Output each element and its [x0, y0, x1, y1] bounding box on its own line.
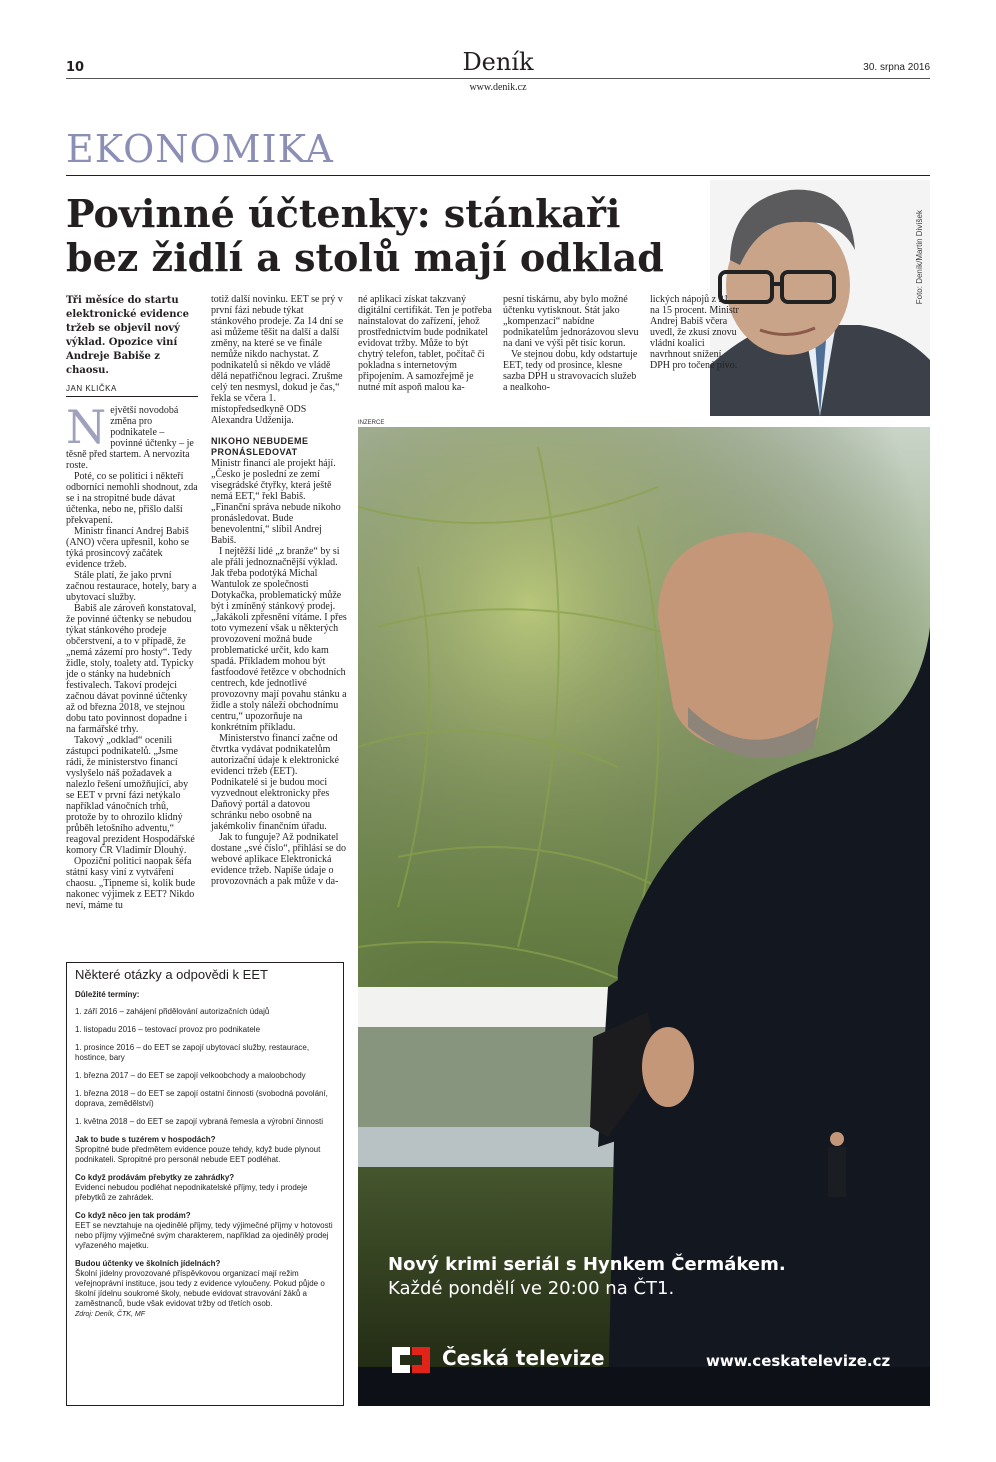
- site-url: www.denik.cz: [469, 82, 527, 93]
- header-rule: [66, 78, 930, 79]
- article-column-5: [650, 294, 740, 371]
- faq-term: 1. května 2018 – do EET se zapojí vybraná řemesla a výrobní činnosti: [75, 1117, 323, 1126]
- faq-term: 1. března 2018 – do EET se zapojí ostatní činnosti (svobodná povolání, doprava, zemědělství): [75, 1089, 328, 1108]
- faq-question: Co když prodávám přebytky ze zahrádky?: [75, 1173, 235, 1182]
- drop-cap: N: [66, 400, 107, 454]
- paragraph: Ve stejnou dobu, kdy odstartuje EET, tedy od prosince, klesne sazba DPH u stravovacích služeb a nealkoho-: [503, 349, 638, 393]
- article-headline: Povinné účtenky: stánkaři bez židlí a stolů mají odklad: [66, 191, 664, 280]
- article-column-3: [358, 294, 494, 393]
- paragraph: Ministerstvo financí začne od čtvrtka vydávat podnikatelům autorizační údaje k elektronické evidenci tržeb (EET). Podnikatelé si je budou moci vyzvednout elektronicky přes Daňový portál a datovou schránku nebo osobně na jakémkoliv finančním úřadu.: [211, 733, 339, 832]
- article-author: JAN KLIČKA: [66, 384, 117, 393]
- ad-brand: Česká televize: [442, 1346, 605, 1370]
- faq-box: [66, 962, 344, 1406]
- section-title: EKONOMIKA: [66, 127, 334, 171]
- article-perex: Tři měsíce do startu elektronické evidence tržeb se objevil nový výklad. Opozice viní Andreje Babiše z chaosu.: [66, 295, 189, 376]
- faq-answer: Evidenci nebudou podléhat nepodnikatelské příjmy, tedy i prodeje přebytků ze zahrádek.: [75, 1183, 308, 1202]
- portrait-illustration: [710, 180, 930, 416]
- faq-question: Jak to bude s tuzérem v hospodách?: [75, 1135, 216, 1144]
- faq-term: 1. prosince 2016 – do EET se zapojí ubytovací služby, restaurace, hostince, bary: [75, 1043, 310, 1062]
- ceska-televize-logo-icon: [388, 1343, 434, 1377]
- faq-term: 1. listopadu 2016 – testovací provoz pro podnikatele: [75, 1025, 261, 1034]
- paragraph: ejvětší novodobá změna pro podnikatele – povinné účtenky – je těsně před startem. A nervozita roste.: [66, 405, 194, 471]
- faq-terms-label: Důležité termíny:: [75, 990, 140, 999]
- article-subhead: NIKOHO NEBUDEME PRONÁSLEDOVAT: [211, 436, 309, 457]
- photo-credit: Foto: Deník/Martin Divíšek: [915, 210, 924, 305]
- author-rule: [66, 396, 198, 397]
- paragraph: Babiš ale zároveň konstatoval, že povinné účtenky se nebudou týkat stánkového prodeje občerstvení, a to v případě, že „nemá zázemí pro hosty“. Tedy židle, stoly, toalety atd. Typicky jde o stánky na hudebních festivalech. Takoví prodejci začnou dávat povinné účtenky až od března 2018, ve stejnou dobu tato povinnost dopadne i na farmářské trhy.: [66, 603, 197, 735]
- paragraph: totiž další novinku. EET se prý v první fázi nebude týkat stánkového prodeje. Za 14 dní se asi můžeme těšit na další a další změny, na které se ve finále nemůže nikdo nachystat. Z podnikatelů si někdo ve vládě dělá nepatřičnou legraci. Zrušme celý ten nesmysl, dokud je čas,“ řekla se včera 1. místopředsedkyně ODS Alexandra Udženija.: [211, 294, 344, 426]
- minister-photo: [710, 180, 930, 416]
- paragraph: Poté, co se politici i někteří odborníci nemohli shodnout, zda se i na stropitné bude dávat účtenka, nebo ne, přišlo další překvapení.: [66, 471, 198, 526]
- paragraph: pesní tiskárnu, aby bylo možné účtenku vytisknout. Stát jako „kompenzaci“ nabídne podnikatelům jednorázovou slevu na dani ve výši pět tisíc korun.: [503, 294, 639, 349]
- article-column-4: [503, 294, 639, 393]
- paragraph: Stále platí, že jako první začnou restaurace, hotely, bary a ubytovací služby.: [66, 570, 197, 603]
- faq-question: Co když něco jen tak prodám?: [75, 1211, 191, 1220]
- paragraph: né aplikaci získat takzvaný digitální certifikát. Ten je potřeba nainstalovat do zařízení, jehož prostřednictvím bude podnikatel evidovat tržby. Může to být chytrý telefon, tablet, počítač či pokladna s internetovým připojením. A samozřejmě je nutné mít aspoň malou ka-: [358, 294, 492, 393]
- faq-source: Zdroj: Deník, ČTK, MF: [75, 1311, 146, 1318]
- faq-title: Některé otázky a odpovědi k EET: [75, 967, 268, 982]
- section-rule: [66, 175, 930, 176]
- paragraph: Ministr financí ale projekt hájí. „Česko je poslední ze zemí visegrádské čtyřky, která ještě nemá EET,“ řekl Babiš. „Finanční správa nebude nikoho pronásledovat. Bude benevolentní,“ slíbil Andrej Babiš.: [211, 458, 341, 546]
- paragraph: Opoziční politici naopak šéfa státní kasy viní z vytváření chaosu. „Tipneme si, kolik bude nakonec výjimek z EET? Nikdo neví, máme tu: [66, 856, 196, 911]
- issue-date: 30. srpna 2016: [863, 62, 930, 73]
- paragraph: I nejtěžší lidé „z branže“ by si ale přáli jednoznačnější výklad. Jak třeba podotýká Michal Wantulok ze společnosti Dotykačka, problematický může být i zmíněný stánkový prodej. „Jakákoli zpřesnění vítáme. I přes toto vymezení však u některých provozovení možná bude problematické určit, kdo kam spadá. Příkladem mohou být fastfoodové řetězce v obchodních centrech, kde jednotlivé provozovny mají povahu stánku a židle a stoly náleží obchodnímu centru,“ upozorňuje na konkrétním příkladu.: [211, 546, 347, 733]
- article-column-2: [211, 294, 347, 887]
- page-number: 10: [66, 60, 85, 75]
- faq-answer: EET se nevztahuje na ojedinělé příjmy, tedy výjimečné příjmy v hotovosti nebo příjmy výjimečné svým charakterem, například za ojedinělý prodej vyřazeného majetku.: [75, 1221, 333, 1250]
- paragraph: Jak to funguje? Až podnikatel dostane „své číslo“, přihlásí se do webové aplikace Elektronická evidence tržeb. Napíše údaje o provozovnách a pak může v da-: [211, 832, 346, 887]
- ad-url[interactable]: www.ceskatelevize.cz: [706, 1352, 891, 1370]
- article-column-1: [66, 400, 198, 911]
- faq-answer: Školní jídelny provozované příspěvkovou organizací mají režim veřejnoprávní instituce, jsou tedy z evidence vyloučeny. Pokud půjde o školní jídelnu soukromé školy, nebude evidovat stravování žáků a zaměstnanců, bude však evidovat tržby od třetích osob.: [75, 1269, 325, 1308]
- faq-term: 1. března 2017 – do EET se zapojí velkoobchody a maloobchody: [75, 1071, 306, 1080]
- paragraph: Takový „odklad“ ocenili zástupci podnikatelů. „Jsme rádi, že ministerstvo financí vyslyšelo náš požadavek a nalezlo řešení umožňující, aby se EET v první fázi netýkalo například vánočních trhů, protože by to ohrozilo klidný průběh letošního adventu,“ reagoval prezident Hospodářské komory ČR Vladimír Dlouhý.: [66, 735, 195, 856]
- ad-label: INZERCE: [358, 420, 385, 426]
- faq-answer: Spropitné bude předmětem evidence pouze tehdy, když bude plynout podnikateli. Spropitné pro personál nebude EET podléhat.: [75, 1145, 321, 1164]
- masthead: Deník: [462, 48, 534, 76]
- faq-term: 1. září 2016 – zahájení přidělování autorizačních údajů: [75, 1007, 270, 1016]
- ad-tagline: Nový krimi seriál s Hynkem Čermákem.: [388, 1254, 786, 1275]
- ad-schedule: Každé pondělí ve 20:00 na ČT1.: [388, 1278, 675, 1299]
- paragraph: lických nápojů z 21 na 15 procent. Ministr Andrej Babiš včera uvedl, že zkusí znovu vládní koalici navrhnout snížení DPH pro točené pivo.: [650, 294, 739, 371]
- paragraph: Ministr financí Andrej Babiš (ANO) včera upřesnil, koho se týká prosincový začátek evidence tržeb.: [66, 526, 190, 570]
- faq-question: Budou účtenky ve školních jídelnách?: [75, 1259, 221, 1268]
